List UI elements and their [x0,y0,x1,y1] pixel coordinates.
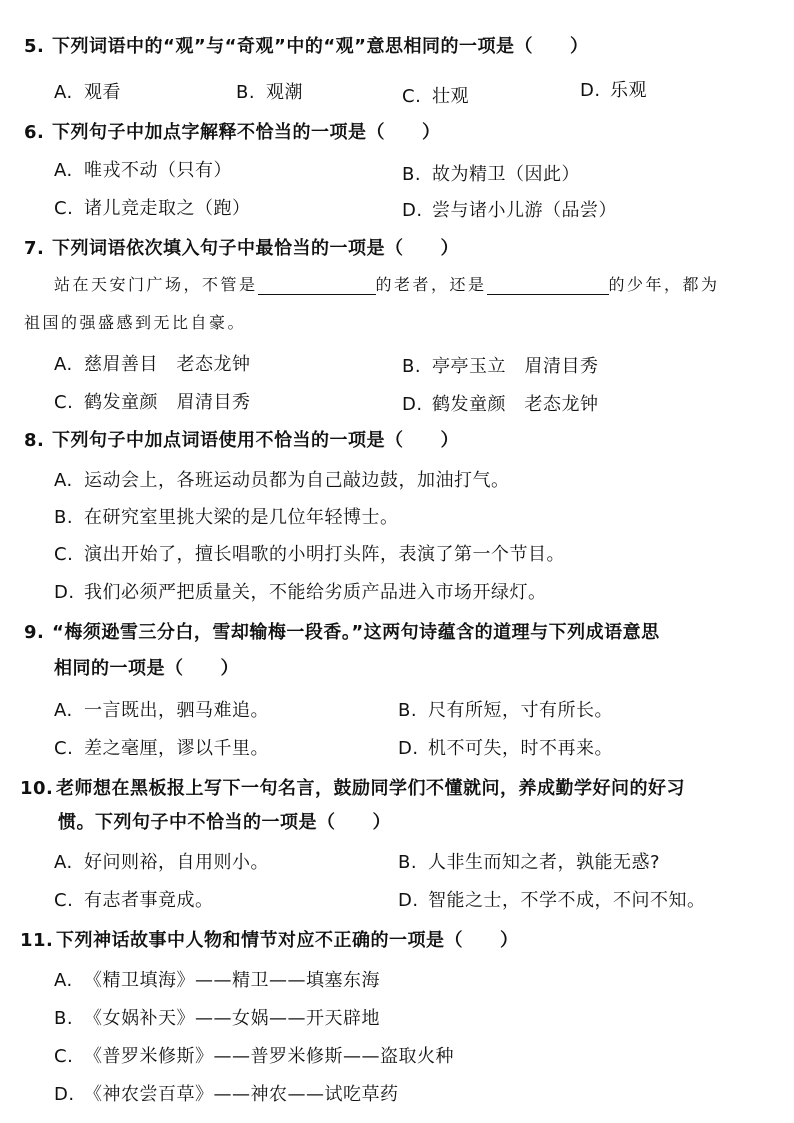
option-a [54,156,232,182]
question-number: 6. [24,122,45,143]
option-label: A. [54,354,73,375]
option-label: B. [398,700,418,721]
question-number: 5. [24,36,45,57]
option-label: A. [54,470,73,491]
question-11 [20,926,519,952]
option-text: 有志者事竟成。 [84,890,214,911]
option-c [54,1042,454,1068]
question-text: 下列神话故事中人物和情节对应不正确的一项是（ ） [56,930,519,951]
option-label: A. [54,82,73,103]
option-c [402,82,469,108]
option-text: 在研究室里挑大梁的是几位年轻博士。 [84,507,399,528]
option-label: C. [54,198,74,219]
option-text: 我们必须严把质量关，不能给劣质产品进入市场开绿灯。 [84,582,547,603]
sentence-text: 站在天安门广场，不管是 [54,275,258,294]
option-label: B. [236,82,256,103]
option-label: C. [54,544,74,565]
option-b [398,696,613,722]
option-label: C. [54,890,74,911]
question-7 [24,234,459,260]
option-label: B. [398,852,418,873]
question-text: 下列词语依次填入句子中最恰当的一项是（ ） [52,238,459,259]
option-a [54,350,251,376]
option-d [54,578,547,604]
option-text: 故为精卫（因此） [432,164,580,185]
option-text: 演出开始了，擅长唱歌的小明打头阵，表演了第一个节目。 [84,544,565,565]
option-label: D. [402,394,423,415]
option-label: B. [402,164,422,185]
sentence-text: 的少年，都为 [608,275,720,294]
question-text-line2: 惯。下列句子中不恰当的一项是（ ） [58,812,391,833]
option-text: 一言既出，驷马难追。 [84,700,269,721]
option-b [236,78,303,104]
question-text: 下列句子中加点字解释不恰当的一项是（ ） [52,122,441,143]
option-text: 《神农尝百草》——神农——试吃草药 [84,1084,399,1105]
option-text: 壮观 [432,86,469,107]
question-number: 8. [24,430,45,451]
question-text: 下列词语中的“观”与“奇观”中的“观”意思相同的一项是（ ） [52,36,589,57]
question-text: 下列句子中加点词语使用不恰当的一项是（ ） [52,430,459,451]
option-label: A. [54,160,73,181]
question-number: 9. [24,622,45,643]
option-label: D. [580,80,601,101]
option-label: C. [402,86,422,107]
question-9 [24,618,660,644]
option-b [402,160,580,186]
option-text: 亭亭玉立 眉清目秀 [432,356,599,377]
question-text: “梅须逊雪三分白，雪却输梅一段香。”这两句诗蕴含的道理与下列成语意思 [52,622,660,643]
option-label: A. [54,700,73,721]
question-5 [24,32,588,58]
option-a [54,966,380,992]
option-c [54,194,251,220]
option-d [402,196,617,222]
option-text: 《普罗米修斯》——普罗米修斯——盗取火种 [84,1046,454,1067]
option-label: A. [54,852,73,873]
option-d [398,734,613,760]
option-label: D. [398,890,419,911]
option-label: D. [54,582,75,603]
option-text: 机不可失，时不再来。 [428,738,613,759]
option-text: 观看 [84,82,121,103]
option-a [54,78,121,104]
option-c [54,388,251,414]
sentence-text: 的老者，还是 [375,275,487,294]
option-b [402,352,599,378]
fill-sentence [54,272,720,295]
option-d [402,390,599,416]
option-text: 好问则裕，自用则小。 [84,852,269,873]
option-text: 《女娲补天》——女娲——开天辟地 [84,1008,380,1029]
question-6 [24,118,441,144]
option-label: C. [54,392,74,413]
option-a [54,466,510,492]
option-d [580,76,647,102]
option-text: 尺有所短，寸有所长。 [428,700,613,721]
option-label: A. [54,970,73,991]
question-10 [20,774,685,800]
option-text: 智能之士，不学不成，不问不知。 [428,890,706,911]
option-label: C. [54,1046,74,1067]
option-text: 人非生而知之者，孰能无惑? [428,852,661,873]
option-text: 乐观 [610,80,647,101]
option-label: B. [54,507,74,528]
option-label: D. [402,200,423,221]
option-text: 唯戎不动（只有） [84,160,232,181]
option-text: 差之毫厘，谬以千里。 [84,738,269,759]
option-label: D. [54,1084,75,1105]
option-b [54,1004,380,1030]
option-d [54,1080,399,1106]
option-text: 运动会上，各班运动员都为自己敲边鼓，加油打气。 [84,470,510,491]
option-text: 诸儿竞走取之（跑） [84,198,251,219]
question-8 [24,426,459,452]
question-text: 老师想在黑板报上写下一句名言，鼓励同学们不懂就问，养成勤学好问的好习 [56,778,685,799]
option-c [54,540,565,566]
option-text: 鹤发童颜 老态龙钟 [432,394,599,415]
option-c [54,734,269,760]
option-text: 慈眉善目 老态龙钟 [84,354,251,375]
option-a [54,848,269,874]
option-label: C. [54,738,74,759]
answer-blank [487,278,609,295]
fill-sentence-line2: 祖国的强盛感到无比自豪。 [24,313,247,332]
option-b [54,503,399,529]
option-label: D. [398,738,419,759]
question-text-line2: 相同的一项是（ ） [54,658,239,679]
option-label: B. [54,1008,74,1029]
question-number: 11. [20,930,54,951]
answer-blank [258,278,376,295]
option-label: B. [402,356,422,377]
option-text: 观潮 [266,82,303,103]
option-text: 《精卫填海》——精卫——填塞东海 [84,970,380,991]
option-b [398,848,660,874]
question-number: 10. [20,778,54,799]
option-c [54,886,214,912]
question-number: 7. [24,238,45,259]
option-a [54,696,269,722]
option-text: 尝与诸小儿游（品尝） [432,200,617,221]
option-d [398,886,706,912]
option-text: 鹤发童颜 眉清目秀 [84,392,251,413]
